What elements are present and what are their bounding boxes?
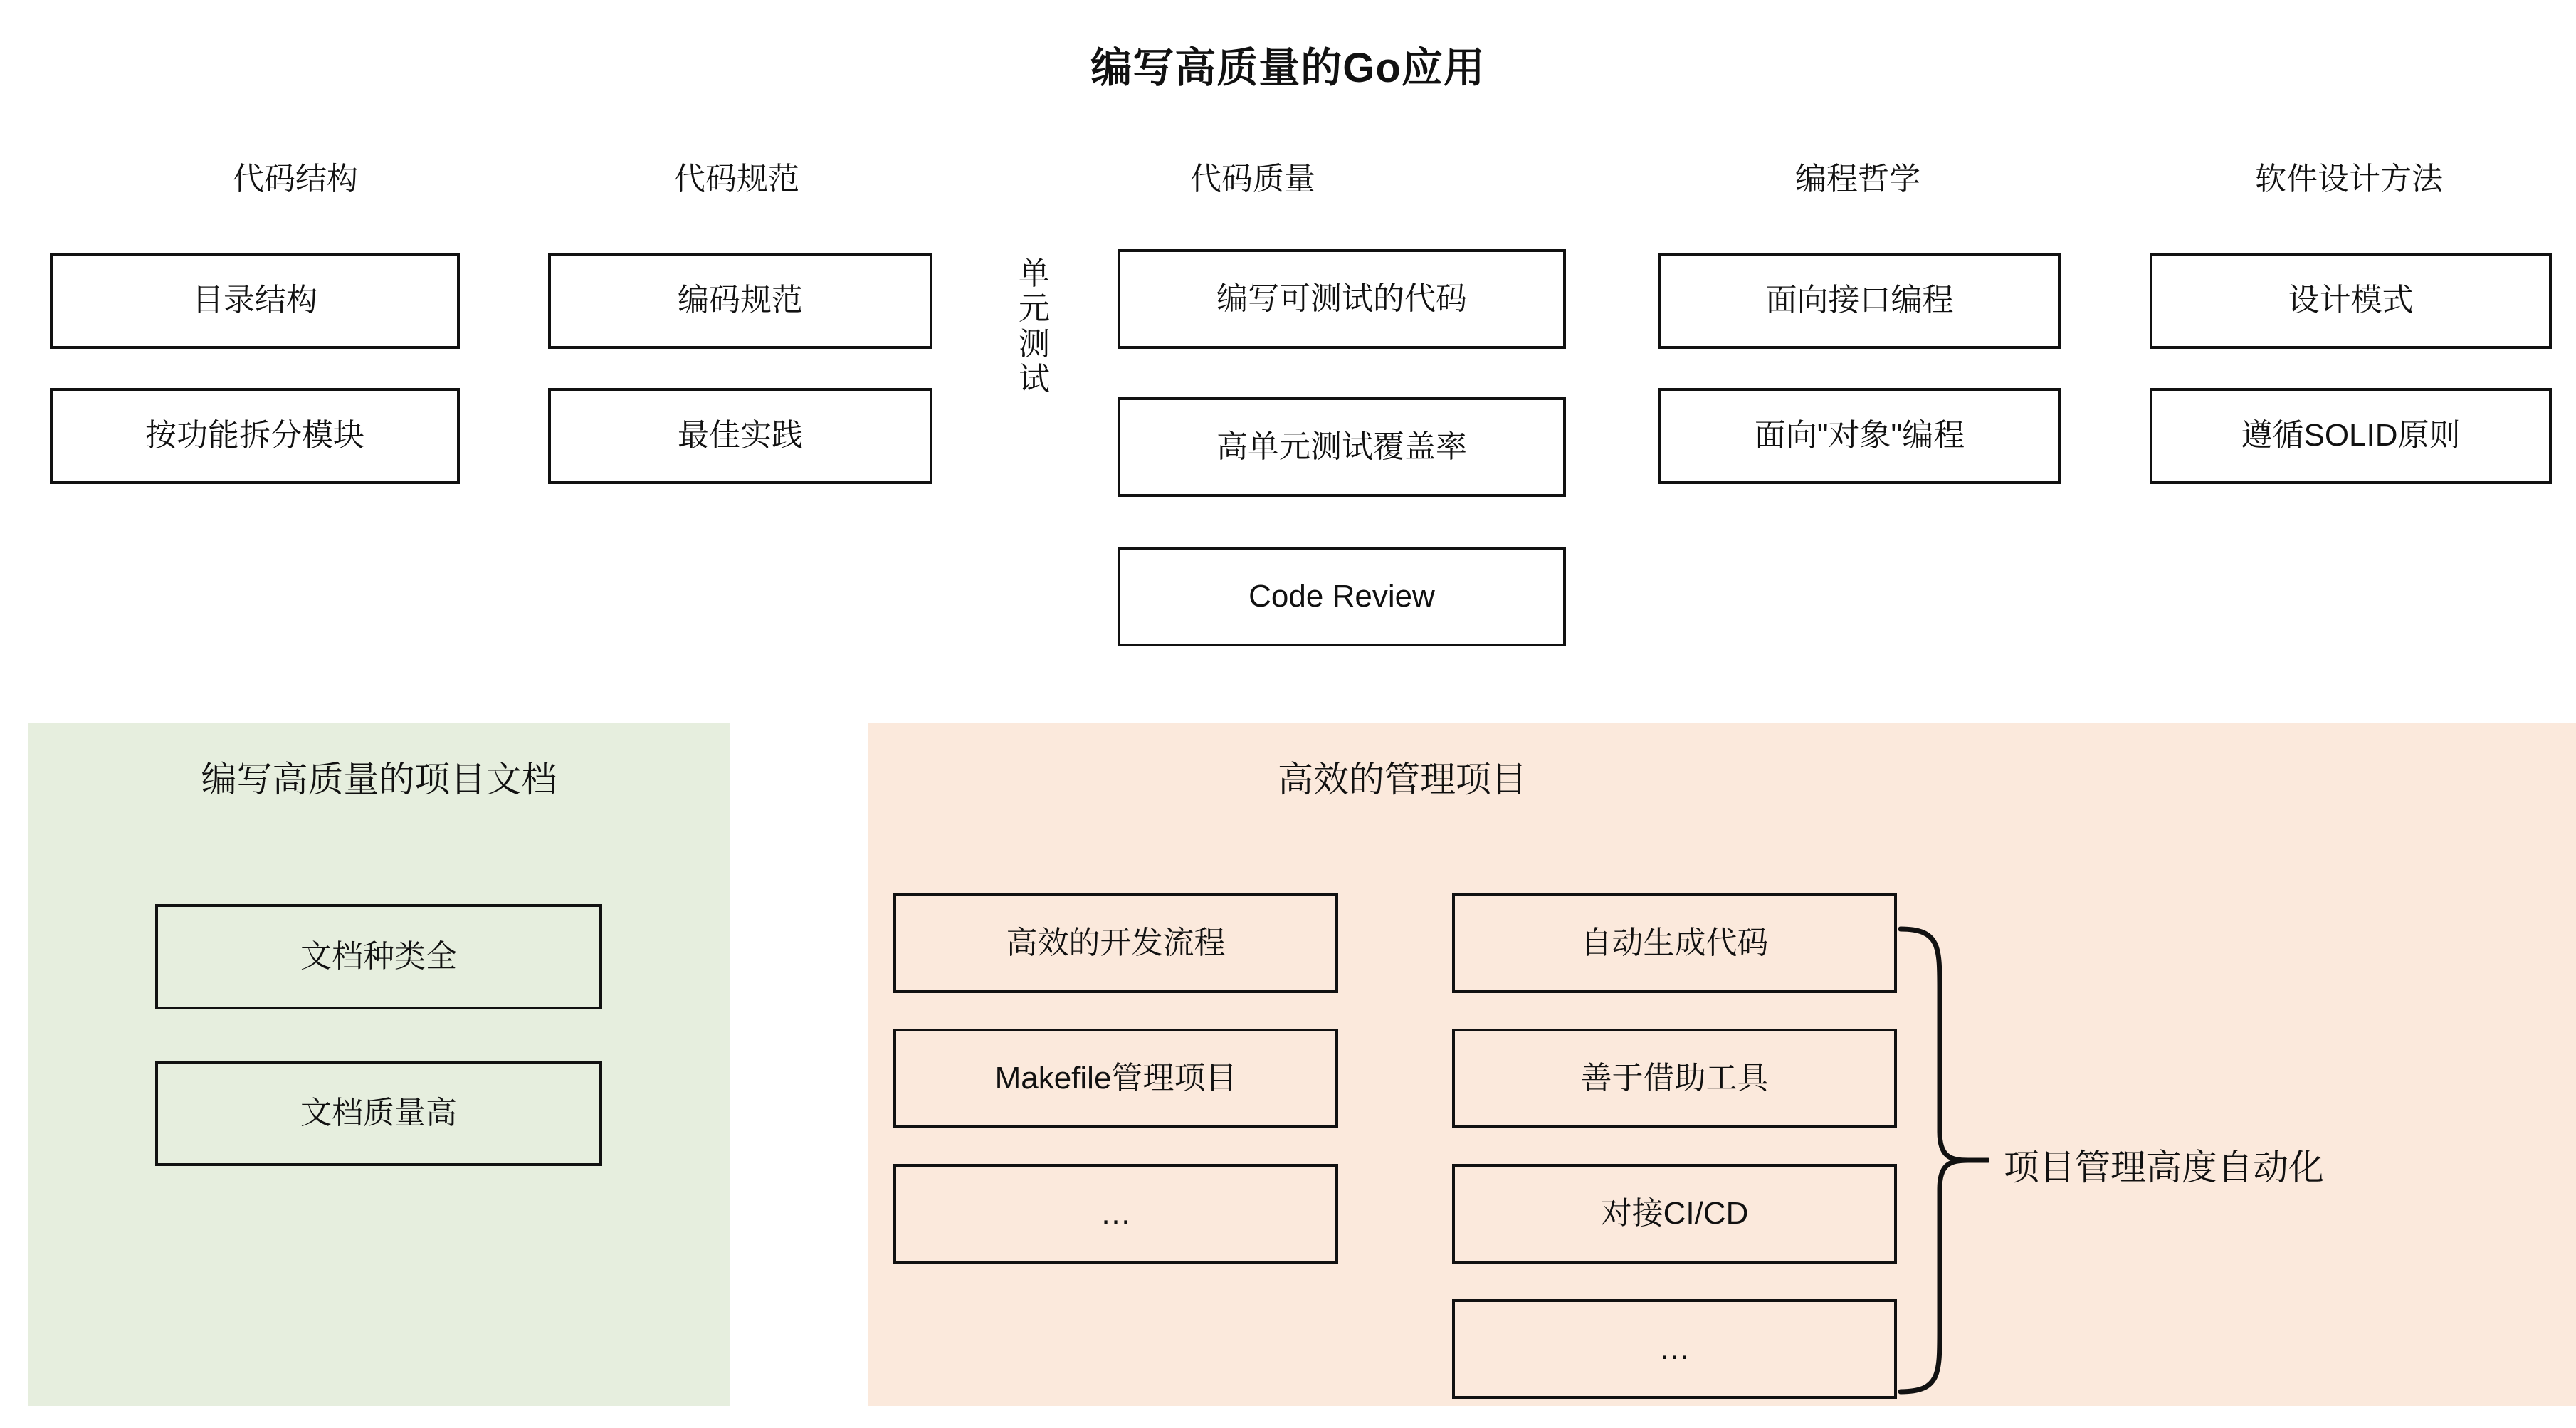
box-high-unit-test-coverage[interactable]: 高单元测试覆盖率 — [1118, 397, 1566, 497]
box-right-ellipsis[interactable]: … — [1452, 1299, 1897, 1399]
box-interface-oriented-programming[interactable]: 面向接口编程 — [1658, 253, 2061, 349]
box-efficient-dev-process[interactable]: 高效的开发流程 — [893, 893, 1338, 993]
curly-brace-icon — [1897, 925, 1989, 1395]
box-design-pattern[interactable]: 设计模式 — [2150, 253, 2552, 349]
box-directory-structure[interactable]: 目录结构 — [50, 253, 460, 349]
column-heading-code-convention: 代码规范 — [674, 162, 799, 196]
box-auto-generate-code[interactable]: 自动生成代码 — [1452, 893, 1897, 993]
panel-manage-title: 高效的管理项目 — [1278, 760, 1527, 799]
box-code-review[interactable]: Code Review — [1118, 547, 1566, 646]
column-heading-programming-philosophy: 编程哲学 — [1795, 162, 1920, 196]
column-heading-code-structure: 代码结构 — [233, 162, 358, 196]
box-follow-solid[interactable]: 遵循SOLID原则 — [2150, 388, 2552, 484]
box-makefile-manage-project[interactable]: Makefile管理项目 — [893, 1029, 1338, 1128]
box-best-practice[interactable]: 最佳实践 — [548, 388, 932, 484]
column-heading-code-quality: 代码质量 — [1190, 162, 1315, 196]
box-use-tools-well[interactable]: 善于借助工具 — [1452, 1029, 1897, 1128]
column-heading-software-design-method: 软件设计方法 — [2255, 162, 2443, 196]
panel-docs-title: 编写高质量的项目文档 — [201, 760, 557, 799]
box-integrate-ci-cd[interactable]: 对接CI/CD — [1452, 1164, 1897, 1264]
box-testable-code[interactable]: 编写可测试的代码 — [1118, 249, 1566, 349]
box-object-oriented-programming[interactable]: 面向"对象"编程 — [1658, 388, 2061, 484]
box-left-ellipsis[interactable]: … — [893, 1164, 1338, 1264]
box-coding-convention[interactable]: 编码规范 — [548, 253, 932, 349]
page-title: 编写高质量的Go应用 — [1090, 45, 1486, 91]
box-split-modules-by-function[interactable]: 按功能拆分模块 — [50, 388, 460, 484]
side-label-unit-test: 单元测试 — [1019, 256, 1050, 397]
box-doc-quality-high[interactable]: 文档质量高 — [155, 1061, 602, 1166]
box-doc-types-complete[interactable]: 文档种类全 — [155, 904, 602, 1009]
label-project-management-automation: 项目管理高度自动化 — [2004, 1148, 2324, 1187]
